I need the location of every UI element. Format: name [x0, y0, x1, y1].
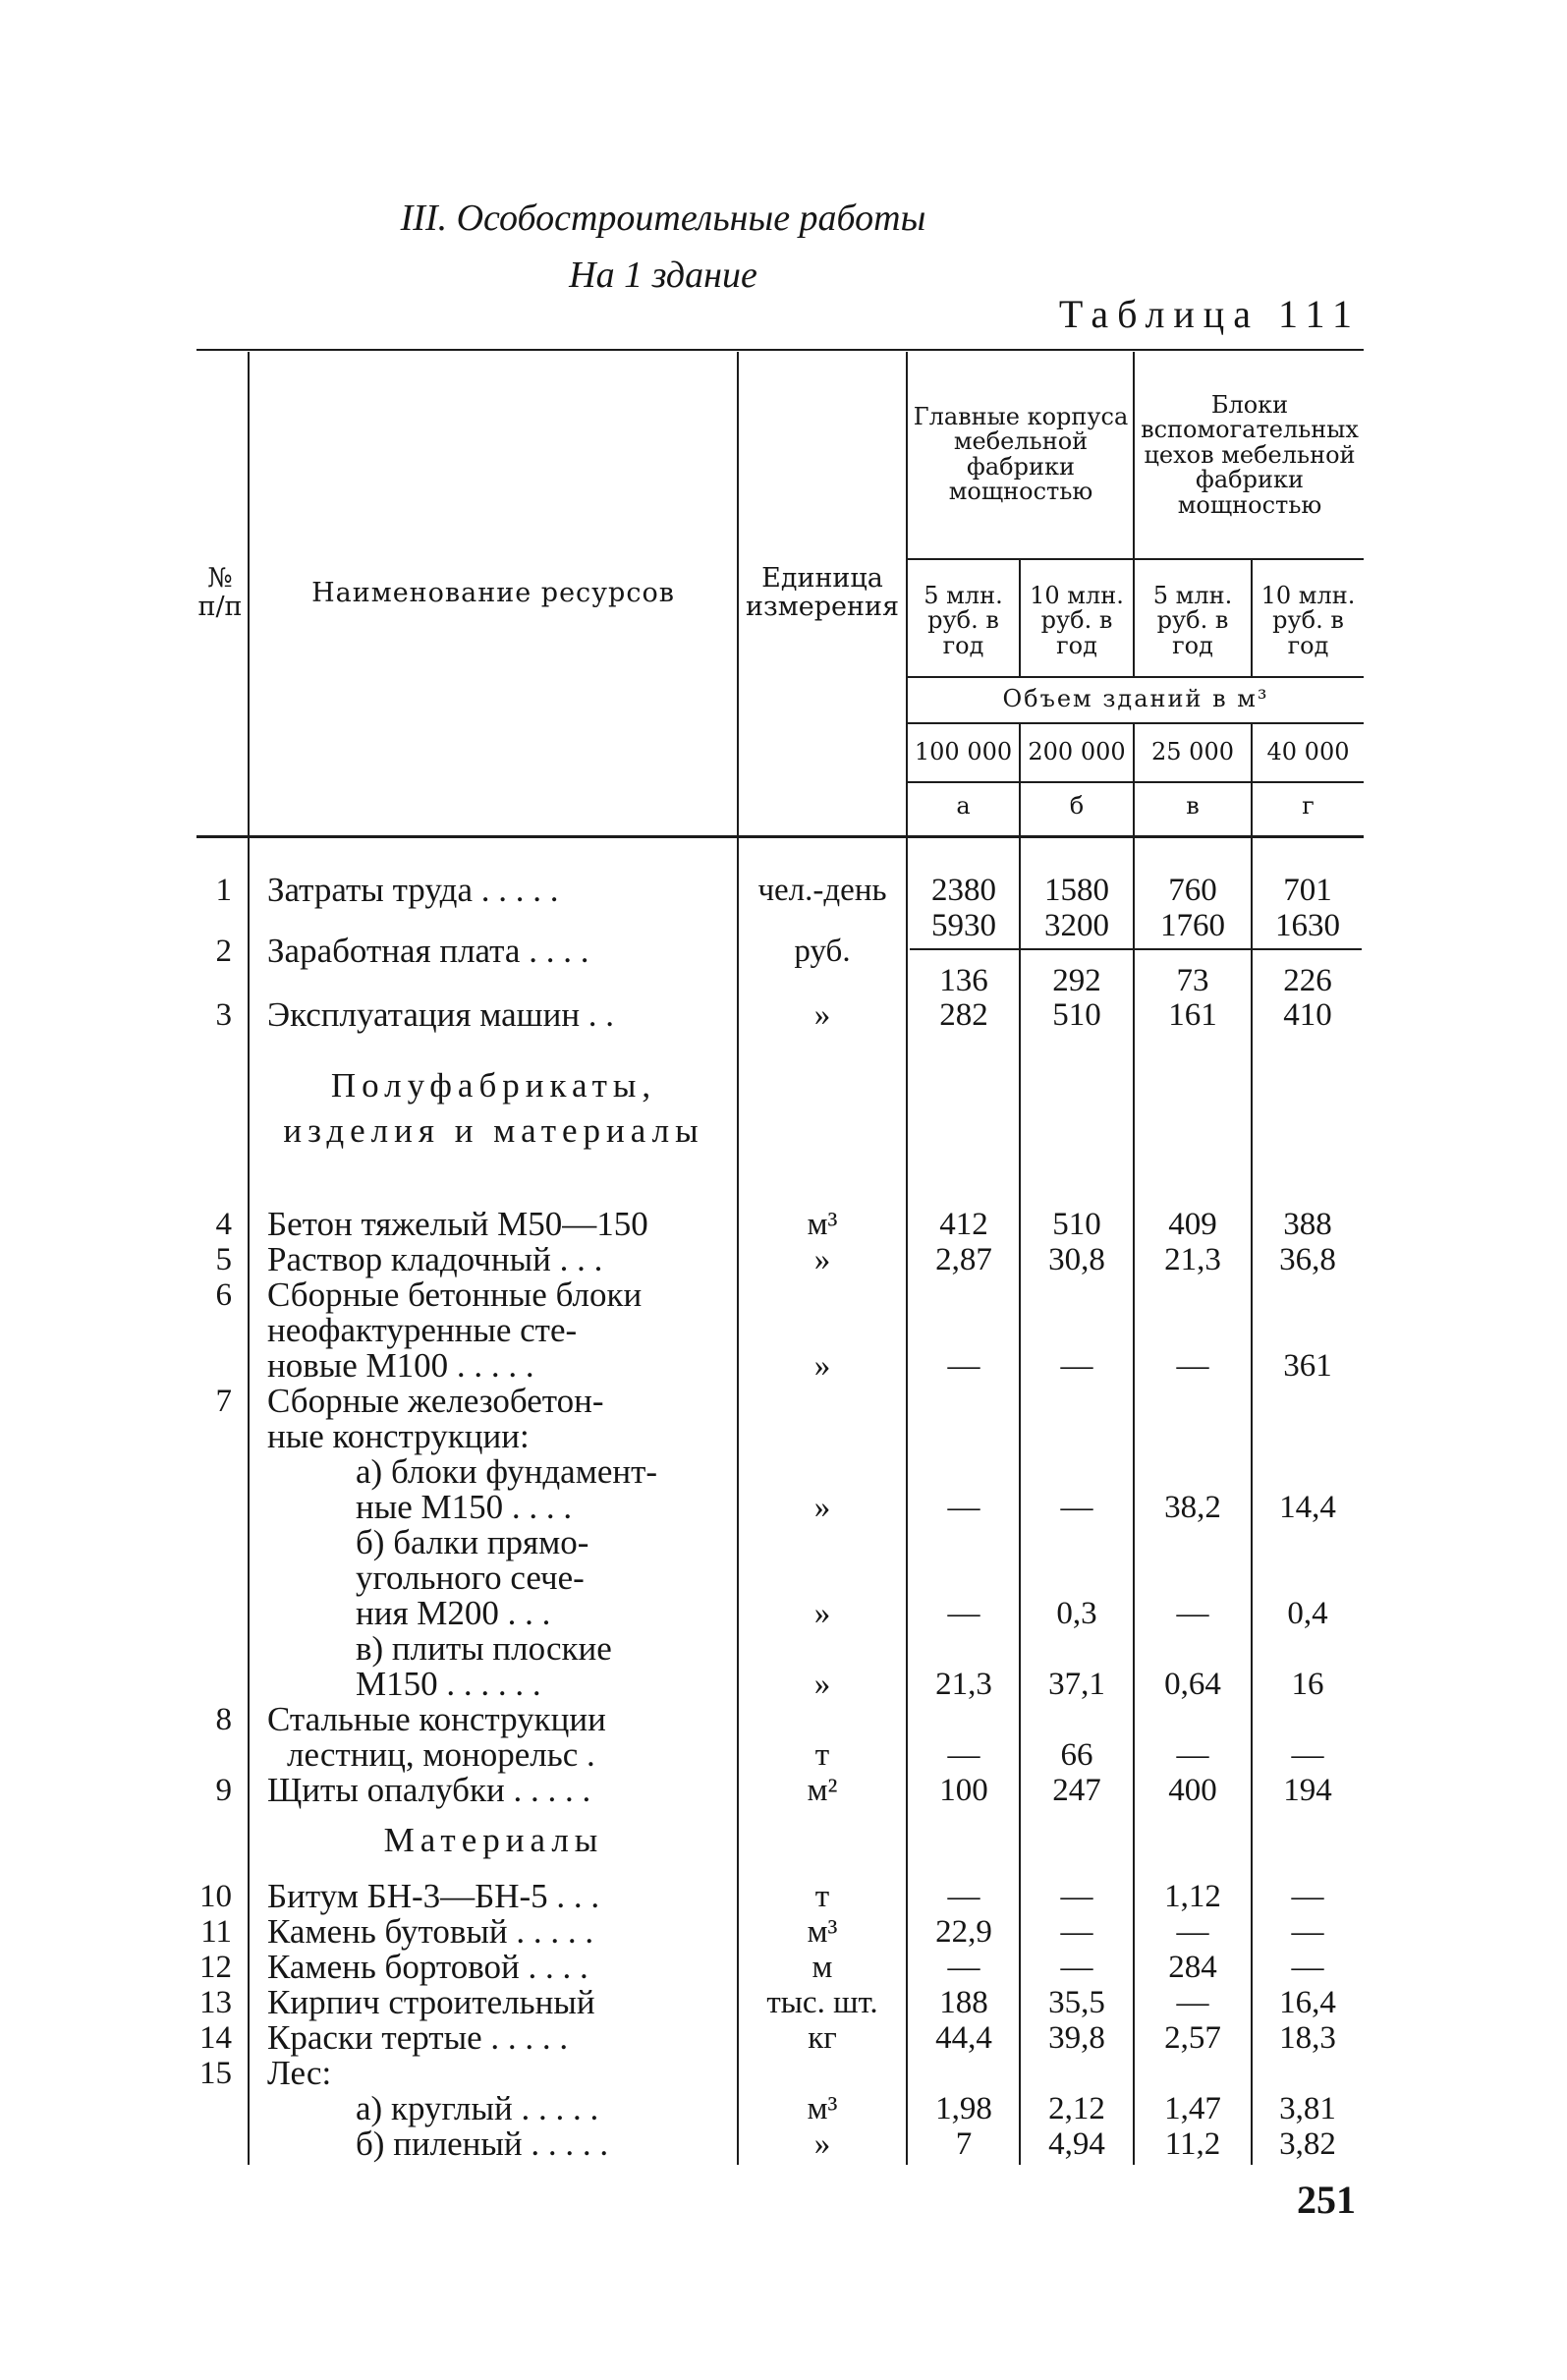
unit-cell: м³: [807, 1914, 838, 1950]
volume-label-rule: [906, 722, 1364, 724]
header-bottom-rule: [196, 835, 1364, 838]
value-cell: 100: [939, 1773, 988, 1808]
value-cell: 1,98: [935, 2091, 992, 2126]
value-cell: 2380: [931, 873, 996, 908]
value-cell: —: [1060, 1950, 1093, 1985]
resource-name: Стальные конструкции: [267, 1700, 606, 1738]
value-cell: 188: [939, 1985, 988, 2020]
value-cell: —: [1176, 1348, 1209, 1384]
value-cell: —: [947, 1490, 980, 1525]
value-cell: 44,4: [935, 2020, 992, 2056]
value-cell: —: [947, 1737, 980, 1773]
row-number: 10: [199, 1879, 232, 1914]
header-unit: Единица измерения: [746, 563, 899, 622]
value-cell: 7: [955, 2126, 973, 2162]
resource-name: Камень бутовый . . . . .: [267, 1912, 594, 1951]
section-heading-semi: Полуфабрикаты, изделия и материалы: [283, 1066, 704, 1150]
resource-name: Щиты опалубки . . . . .: [267, 1771, 591, 1809]
value-cell: 247: [1052, 1773, 1101, 1808]
value-cell: —: [947, 1950, 980, 1985]
page-title: III. Особостроительные работы: [400, 198, 926, 239]
header-group-aux: Блоки вспомогательных цехов мебельной фабрики мощностью: [1141, 391, 1359, 519]
resource-name: новые М100 . . . . .: [267, 1346, 534, 1385]
value-cell: 226: [1283, 963, 1332, 998]
value-cell: —: [1060, 1914, 1093, 1950]
resource-name: Эксплуатация машин . .: [267, 995, 615, 1034]
value-cell: —: [1291, 1737, 1324, 1773]
unit-cell: »: [813, 1348, 831, 1384]
value-cell: 388: [1283, 1207, 1332, 1242]
letter-cell: б: [1069, 792, 1085, 820]
volume-rule: [906, 781, 1364, 783]
unit-cell: т: [814, 1737, 830, 1773]
unit-cell: руб.: [794, 934, 851, 969]
value-cell: 73: [1176, 963, 1209, 998]
value-cell: 1,47: [1164, 2091, 1221, 2126]
volume-cell: 25 000: [1151, 738, 1234, 765]
unit-cell: м²: [807, 1773, 838, 1808]
value-cell: 284: [1168, 1950, 1217, 1985]
resource-name: Кирпич строительный: [267, 1983, 595, 2021]
resource-name: Сборные железобетон-: [267, 1382, 604, 1420]
volume-cell: 40 000: [1266, 738, 1350, 765]
value-cell: 2,12: [1048, 2091, 1105, 2126]
value-cell: 18,3: [1279, 2020, 1336, 2056]
value-cell: 3,81: [1279, 2091, 1336, 2126]
value-cell: 136: [939, 963, 988, 998]
value-cell: —: [1291, 1950, 1324, 1985]
capacity-cell: 5 млн. руб. в год: [923, 582, 1003, 659]
value-cell: 410: [1283, 997, 1332, 1033]
unit-cell: »: [813, 1596, 831, 1631]
value-cell: —: [1060, 1348, 1093, 1384]
unit-cell: м³: [807, 2091, 838, 2126]
value-cell: 409: [1168, 1207, 1217, 1242]
value-cell: 39,8: [1048, 2020, 1105, 2056]
table-top-rule: [196, 349, 1364, 351]
value-cell: —: [1176, 1985, 1209, 2020]
header-num: № п/п: [197, 563, 243, 622]
value-cell: 30,8: [1048, 1242, 1105, 1277]
value-cell: —: [947, 1879, 980, 1914]
letter-cell: в: [1186, 792, 1200, 820]
value-cell: 194: [1283, 1773, 1332, 1808]
unit-cell: »: [813, 2126, 831, 2162]
volume-cell: 100 000: [914, 738, 1013, 765]
row-number: 15: [199, 2056, 232, 2091]
value-cell: —: [947, 1596, 980, 1631]
value-cell: 37,1: [1048, 1667, 1105, 1702]
value-cell: 292: [1052, 963, 1101, 998]
value-cell: 1760: [1160, 908, 1225, 943]
value-cell: —: [1060, 1490, 1093, 1525]
value-cell: 361: [1283, 1348, 1332, 1384]
section-heading-materials: Материалы: [383, 1821, 604, 1859]
row-number: 6: [215, 1277, 232, 1313]
row-number: 14: [199, 2020, 232, 2056]
value-cell: —: [1291, 1914, 1324, 1950]
value-cell: 760: [1168, 873, 1217, 908]
value-cell: 38,2: [1164, 1490, 1221, 1525]
value-cell: 161: [1168, 997, 1217, 1033]
col-divider-ab-lower: [1019, 724, 1021, 2165]
resource-name: Затраты труда . . . . .: [267, 871, 559, 909]
row-number: 3: [215, 997, 232, 1033]
letter-cell: г: [1302, 792, 1315, 820]
value-cell: 36,8: [1279, 1242, 1336, 1277]
row-number: 13: [199, 1985, 232, 2020]
value-cell: 16,4: [1279, 1985, 1336, 2020]
resource-name: в) плиты плоские: [356, 1629, 612, 1668]
row-number: 1: [215, 873, 232, 908]
value-cell: 1580: [1044, 873, 1109, 908]
value-cell: 22,9: [935, 1914, 992, 1950]
resource-name: а) блоки фундамент-: [356, 1452, 658, 1491]
resource-name: ные конструкции:: [267, 1417, 530, 1455]
resource-name: Сборные бетонные блоки: [267, 1275, 643, 1314]
unit-cell: »: [813, 1667, 831, 1702]
page-number: 251: [1297, 2178, 1356, 2222]
unit-cell: кг: [808, 2020, 837, 2056]
table-number: Таблица 111: [1058, 292, 1361, 336]
value-cell: —: [1176, 1596, 1209, 1631]
value-cell: —: [1291, 1879, 1324, 1914]
value-cell: 701: [1283, 873, 1332, 908]
value-cell: 282: [939, 997, 988, 1033]
resource-name: Камень бортовой . . . .: [267, 1948, 588, 1986]
resource-name: Краски тертые . . . . .: [267, 2018, 569, 2057]
unit-cell: »: [813, 1242, 831, 1277]
value-cell: 510: [1052, 997, 1101, 1033]
value-cell: 3,82: [1279, 2126, 1336, 2162]
value-cell: 66: [1060, 1737, 1093, 1773]
resource-name: б) балки прямо-: [356, 1523, 589, 1561]
capacity-cell: 10 млн. руб. в год: [1260, 582, 1356, 659]
value-cell: 0,64: [1164, 1667, 1221, 1702]
group-rule: [906, 558, 1364, 560]
resource-name: Заработная плата . . . .: [267, 932, 589, 970]
resource-name: а) круглый . . . . .: [356, 2089, 599, 2127]
row-number: 9: [215, 1773, 232, 1808]
resource-name: Бетон тяжелый М50—150: [267, 1205, 648, 1243]
unit-cell: тыс. шт.: [766, 1985, 878, 2020]
capacity-cell: 5 млн. руб. в год: [1152, 582, 1233, 659]
value-cell: 16: [1291, 1667, 1324, 1702]
row-number: 12: [199, 1950, 232, 1985]
value-cell: —: [1176, 1914, 1209, 1950]
resource-name: неофактуренные сте-: [267, 1311, 578, 1349]
value-cell: —: [1060, 1879, 1093, 1914]
resource-name: угольного сече-: [356, 1558, 585, 1597]
unit-cell: м³: [807, 1207, 838, 1242]
unit-cell: чел.-день: [757, 873, 887, 908]
value-cell: 400: [1168, 1773, 1217, 1808]
row-number: 5: [215, 1242, 232, 1277]
row-number: 11: [200, 1914, 232, 1950]
row-number: 8: [215, 1702, 232, 1737]
row-number: 2: [215, 934, 232, 969]
resource-name: ния М200 . . .: [356, 1594, 551, 1632]
unit-cell: »: [813, 997, 831, 1033]
value-cell: 1,12: [1164, 1879, 1221, 1914]
resource-name: ные М150 . . . .: [356, 1488, 573, 1526]
value-cell: 14,4: [1279, 1490, 1336, 1525]
resource-name: Битум БН-3—БН-5 . . .: [267, 1877, 600, 1915]
row-number: 7: [215, 1384, 232, 1419]
resource-name: б) пиленый . . . . .: [356, 2125, 609, 2163]
row-number: 4: [215, 1207, 232, 1242]
col-divider-num: [248, 352, 250, 2165]
value-cell: 21,3: [935, 1667, 992, 1702]
value-cell: —: [947, 1348, 980, 1384]
value-cell: 0,4: [1287, 1596, 1328, 1631]
value-cell: 21,3: [1164, 1242, 1221, 1277]
value-cell: 2,87: [935, 1242, 992, 1277]
volume-cell: 200 000: [1028, 738, 1126, 765]
value-cell: 4,94: [1048, 2126, 1105, 2162]
value-cell: 11,2: [1164, 2126, 1221, 2162]
row-separator: [910, 948, 1362, 950]
col-divider-cd-lower: [1251, 724, 1253, 2165]
capacity-rule: [906, 676, 1364, 678]
capacity-cell: 10 млн. руб. в год: [1030, 582, 1124, 659]
value-cell: —: [1176, 1737, 1209, 1773]
unit-cell: м: [811, 1950, 833, 1985]
value-cell: 510: [1052, 1207, 1101, 1242]
unit-cell: »: [813, 1490, 831, 1525]
resource-name: М150 . . . . . .: [356, 1665, 541, 1703]
col-divider-bc-lower: [1133, 724, 1135, 2165]
value-cell: 35,5: [1048, 1985, 1105, 2020]
resource-name: Раствор кладочный . . .: [267, 1240, 603, 1278]
value-cell: 5930: [931, 908, 996, 943]
value-cell: 3200: [1044, 908, 1109, 943]
header-name: Наименование ресурсов: [311, 578, 675, 608]
value-cell: 412: [939, 1207, 988, 1242]
value-cell: 0,3: [1056, 1596, 1097, 1631]
letter-cell: а: [956, 792, 971, 820]
unit-cell: т: [814, 1879, 830, 1914]
resource-name: Лес:: [267, 2054, 332, 2092]
resource-name: лестниц, монорельс .: [287, 1735, 595, 1774]
header-group-main: Главные корпуса мебельной фабрики мощностью: [913, 403, 1129, 506]
volume-label: Объем зданий в м³: [1002, 685, 1269, 712]
value-cell: 2,57: [1164, 2020, 1221, 2056]
value-cell: 1630: [1275, 908, 1340, 943]
page-subtitle: На 1 здание: [569, 255, 757, 296]
